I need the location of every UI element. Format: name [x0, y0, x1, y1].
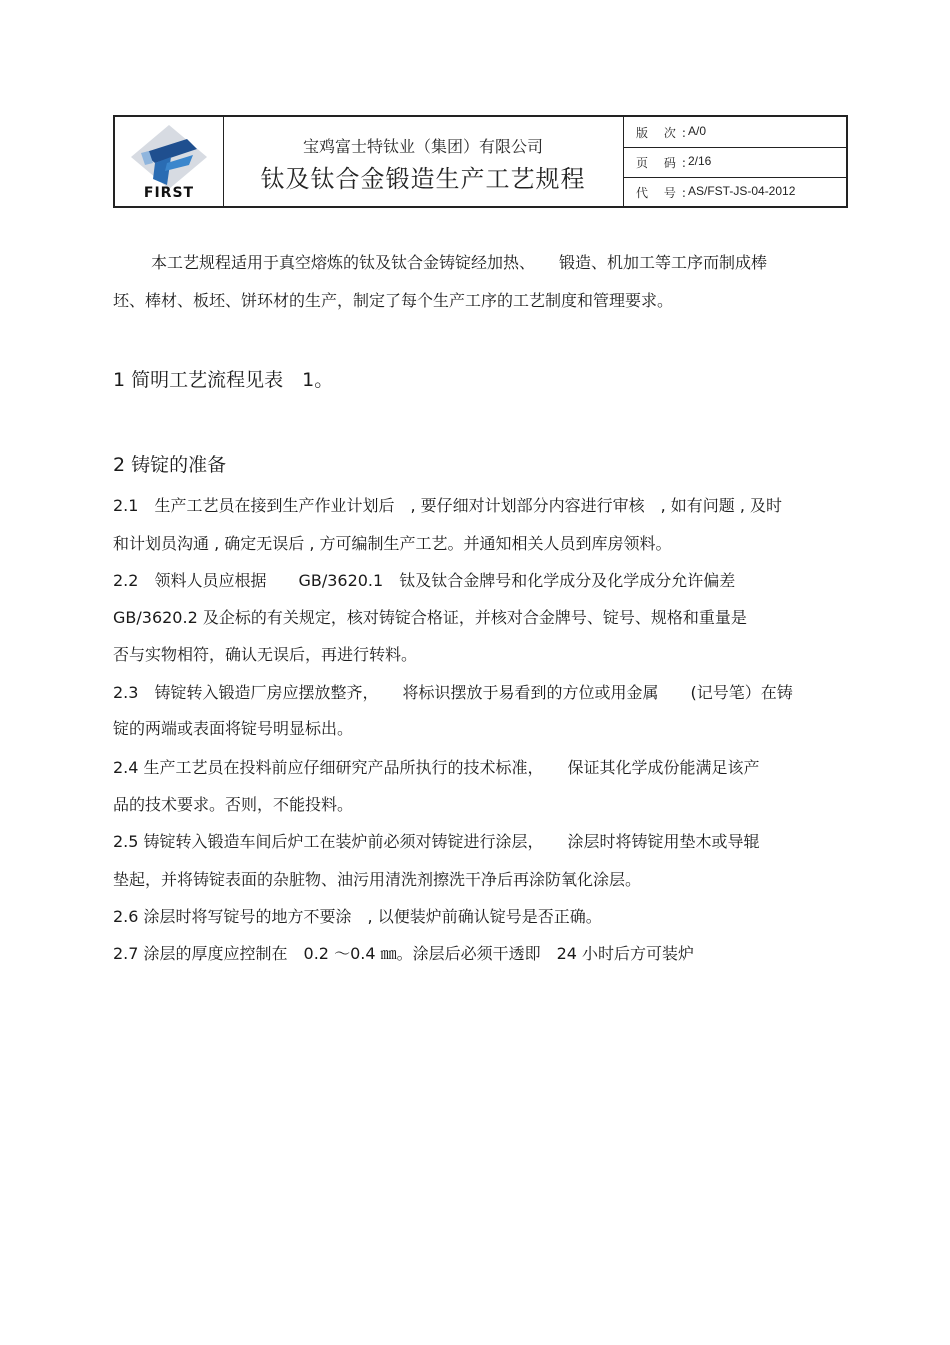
para-2-1-line-1: 2.1 生产工艺员在接到生产作业计划后 , 要仔细对计划部分内容进行审核 , 如有问题 , 及时 — [113, 496, 783, 515]
company-logo — [127, 123, 211, 201]
page-value: 2/16 — [688, 154, 712, 168]
para-2-3-line-1: 2.3 铸锭转入锻造厂房应摆放整齐， 将标识摆放于易看到的方位或用金属 (记号笔）在铸 — [113, 683, 793, 702]
meta-cell — [624, 117, 846, 206]
code-value: AS/FST-JS-04-2012 — [688, 184, 796, 198]
page-row — [624, 147, 846, 178]
para-2-2-line-1: 2.2 领料人员应根据 GB/3620.1 钛及钛合金牌号和化学成分及化学成分允许偏差 — [113, 571, 736, 590]
version-label: 版 次: — [636, 126, 692, 140]
para-2-2-line-3: 否与实物相符，确认无误后，再进行转料。 — [113, 645, 418, 664]
para-2-2-line-2: GB/3620.2 及企标的有关规定，核对铸锭合格证，并核对合金牌号、锭号、规格和重量是 — [113, 608, 747, 627]
header-table — [113, 115, 848, 208]
para-2-1-line-2: 和计划员沟通 , 确定无误后 , 方可编制生产工艺。并通知相关人员到库房领料。 — [113, 534, 672, 553]
document-title: 钛及钛合金锻造生产工艺规程 — [260, 165, 586, 193]
logo-cell — [115, 117, 224, 206]
section-1-heading: 1 简明工艺流程见表 1。 — [113, 369, 334, 391]
para-2-3-line-2: 锭的两端或表面将锭号明显标出。 — [113, 719, 354, 738]
para-2-4-line-1: 2.4 生产工艺员在投料前应仔细研究产品所执行的技术标准， 保证其化学成份能满足该产 — [113, 758, 760, 777]
para-2-4-line-2: 品的技术要求。否则，不能投料。 — [113, 795, 354, 814]
code-row — [624, 177, 846, 206]
company-name: 宝鸡富士特钛业（集团）有限公司 — [302, 137, 543, 156]
code-label: 代 号: — [636, 186, 692, 200]
intro-line-2: 坯、棒材、板坯、饼环材的生产，制定了每个生产工序的工艺制度和管理要求。 — [113, 291, 674, 310]
version-row — [624, 117, 846, 148]
title-cell — [223, 117, 624, 206]
logo-text: FIRST — [143, 185, 195, 201]
version-value: A/0 — [688, 124, 707, 138]
page-label: 页 码: — [636, 156, 692, 170]
intro-line-1: 本工艺规程适用于真空熔炼的钛及钛合金铸锭经加热、 锻造、机加工等工序而制成棒 — [151, 253, 768, 272]
logo-mark-icon — [127, 123, 211, 201]
para-2-5-line-1: 2.5 铸锭转入锻造车间后炉工在装炉前必须对铸锭进行涂层， 涂层时将铸锭用垫木或导辊 — [113, 832, 760, 851]
para-2-7: 2.7 涂层的厚度应控制在 0.2 ～0.4 ㎜。涂层后必须干透即 24 小时后方可装炉 — [113, 944, 695, 963]
para-2-5-line-2: 垫起，并将铸锭表面的杂脏物、油污用清洗剂擦洗干净后再涂防氧化涂层。 — [113, 870, 642, 889]
section-2-heading: 2 铸锭的准备 — [113, 454, 227, 476]
para-2-6: 2.6 涂层时将写锭号的地方不要涂 , 以便装炉前确认锭号是否正确。 — [113, 907, 602, 926]
